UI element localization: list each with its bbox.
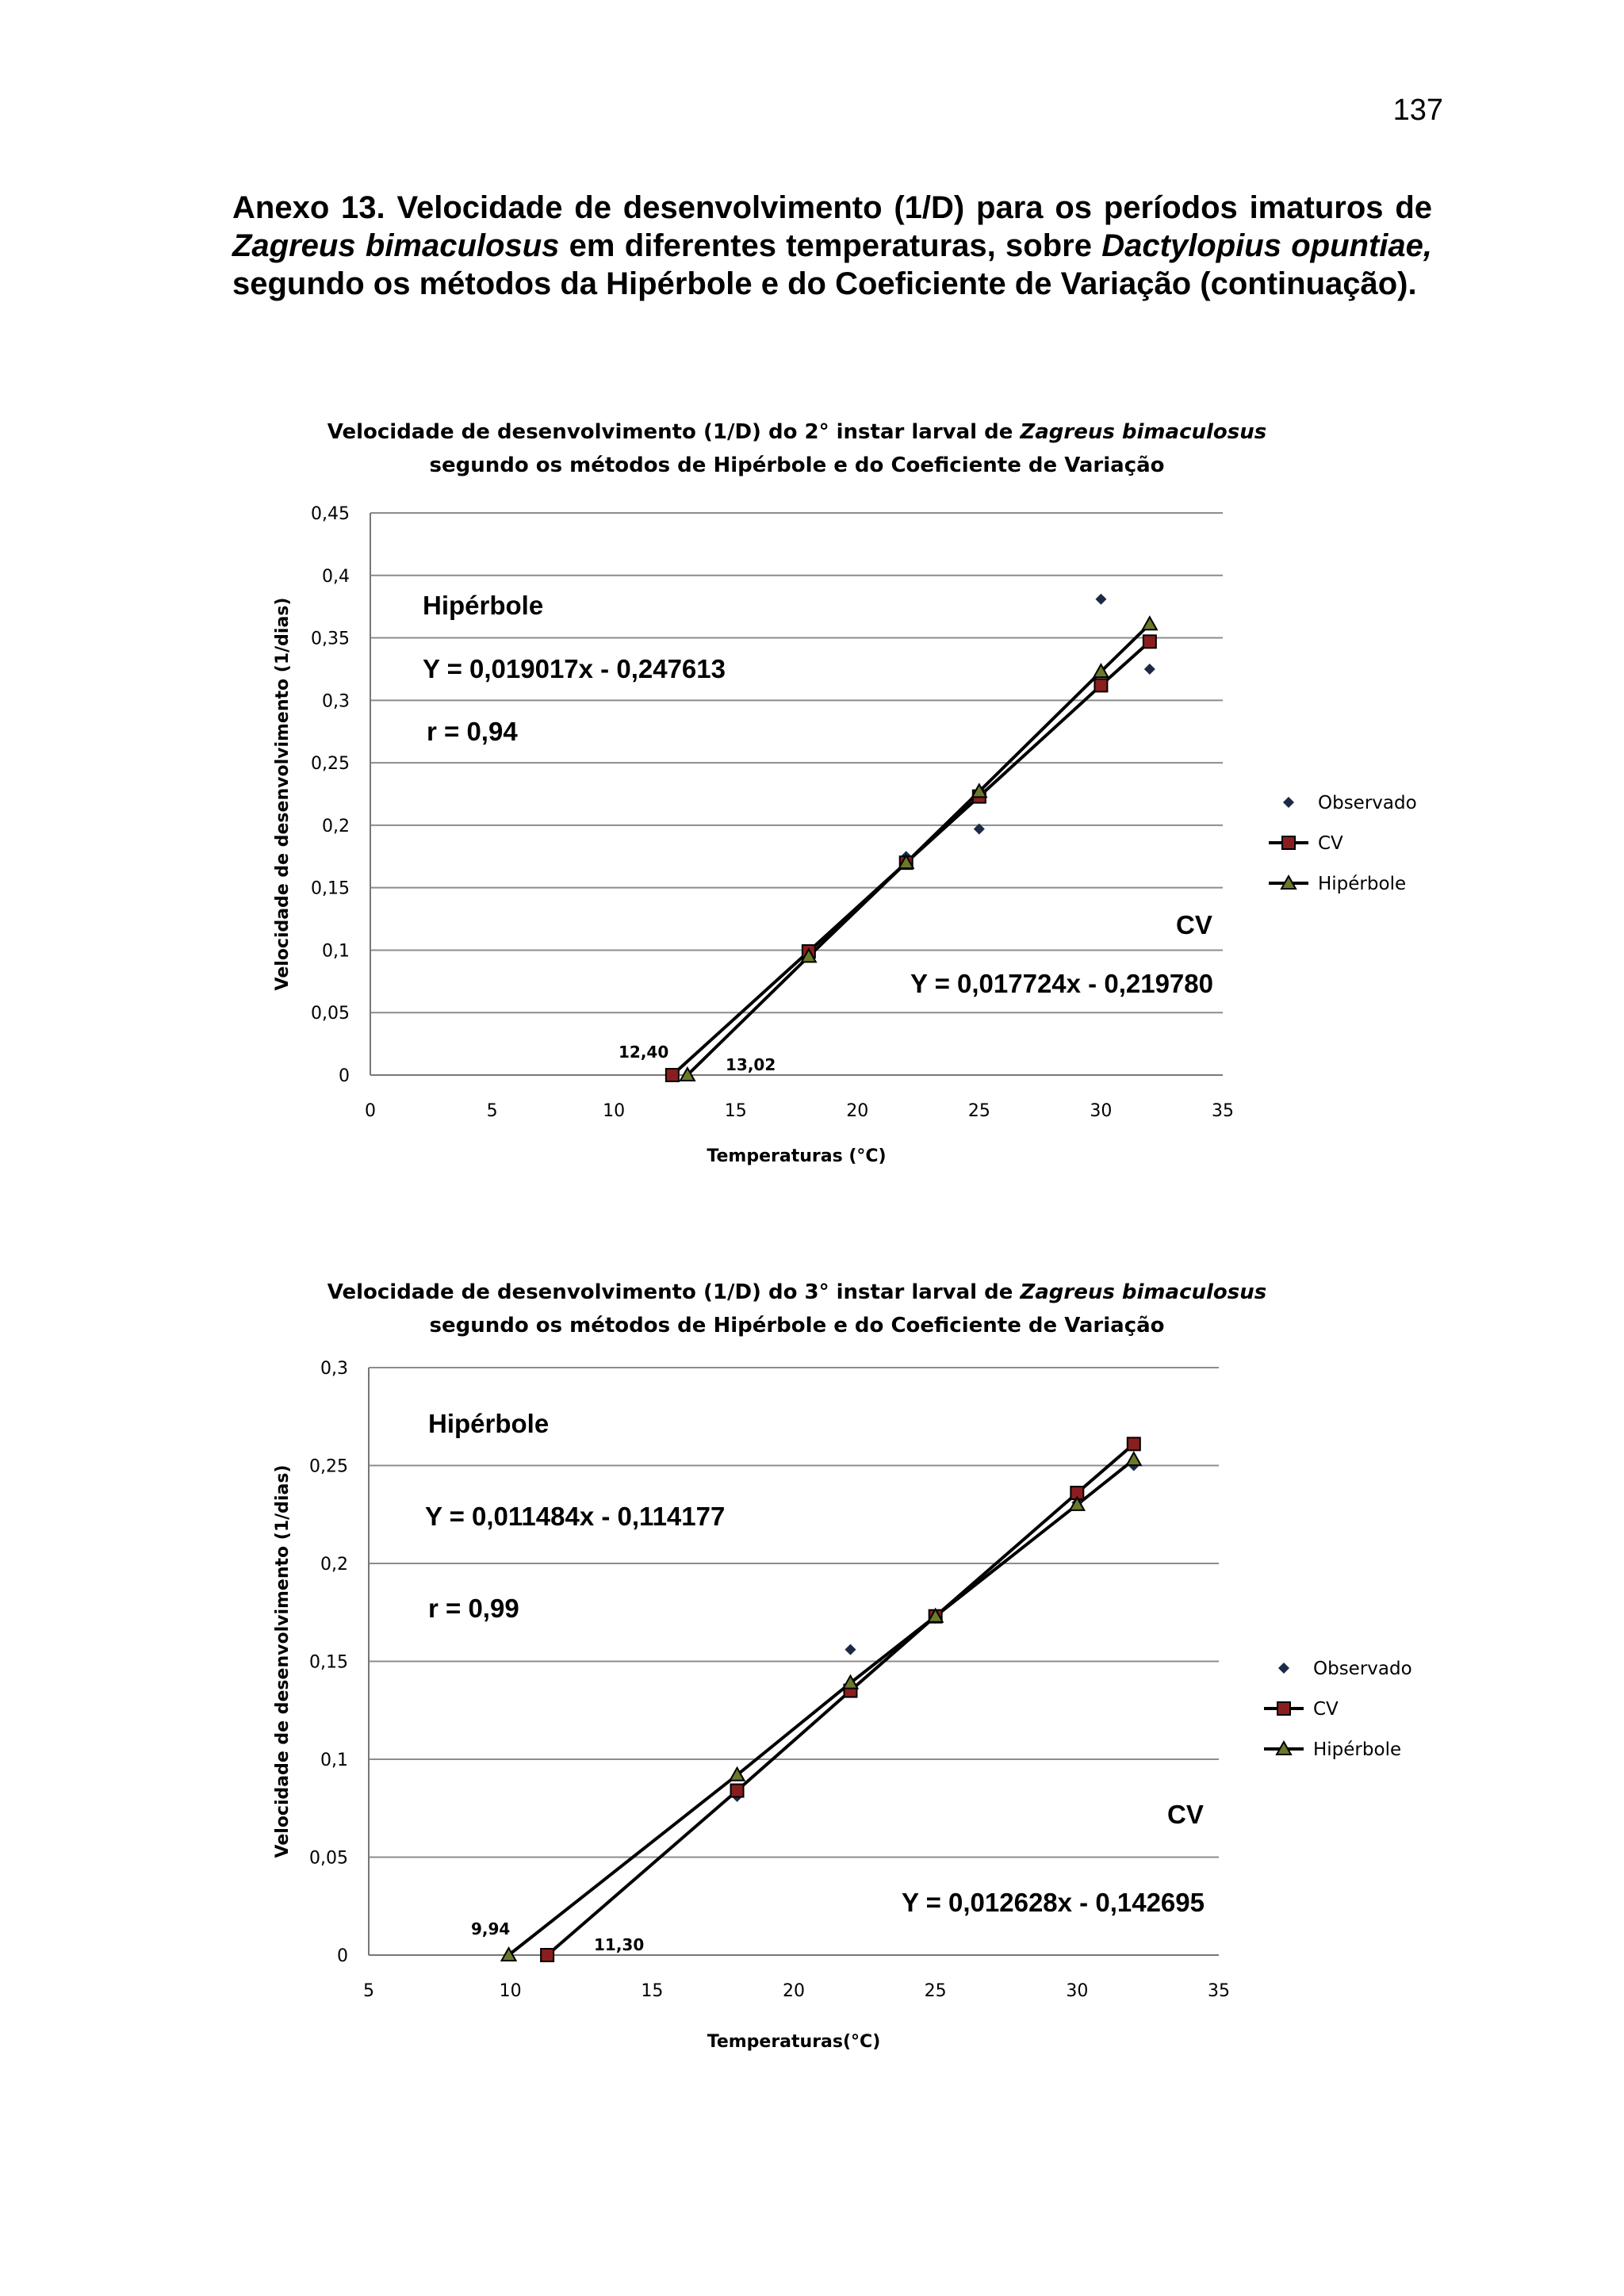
- hiperbole-label: Hipérbole: [428, 1409, 550, 1438]
- x-tick-label: 30: [1090, 1101, 1113, 1121]
- legend-label: CV: [1313, 1699, 1339, 1720]
- legend-observed-marker: [1278, 1663, 1289, 1674]
- x-tick-label: 30: [1066, 1981, 1089, 2001]
- cv-point: [1128, 1437, 1140, 1450]
- x-tick-label: 10: [603, 1101, 626, 1121]
- x-axis-label: Temperaturas(°C): [707, 2032, 881, 2052]
- y-tick-label: 0,3: [320, 1359, 348, 1379]
- y-tick-label: 0,3: [322, 691, 350, 712]
- y-tick-label: 0,2: [320, 1555, 348, 1575]
- chart-title-species: Zagreus bimaculosus: [1020, 1280, 1267, 1304]
- caption-host-name: Dactylopius opuntiae,: [1101, 228, 1433, 263]
- page-number: 137: [1392, 94, 1443, 127]
- chart-title-text: Velocidade de desenvolvimento (1/D) do 2° instar larval de: [327, 420, 1021, 444]
- legend-label: Hipérbole: [1318, 874, 1407, 894]
- x-tick-label: 0: [365, 1101, 376, 1121]
- x-tick-label: 25: [924, 1981, 947, 2001]
- cv-x-intercept-label: 12,40: [619, 1043, 669, 1062]
- y-tick-label: 0,15: [311, 878, 350, 899]
- x-tick-label: 10: [499, 1981, 522, 2001]
- observed-point: [1095, 594, 1106, 605]
- cv-point: [541, 1949, 553, 1961]
- cv-point: [1094, 679, 1107, 691]
- cv-x-intercept-label: 11,30: [594, 1935, 645, 1954]
- chart-title-line-2: segundo os métodos de Hipérbole e do Coeficiente de Variação: [429, 453, 1165, 477]
- y-tick-label: 0,4: [322, 566, 350, 587]
- observed-point: [1144, 664, 1155, 675]
- legend-cv-marker: [1277, 1702, 1290, 1715]
- hiperbole-equation: Y = 0,019017x - 0,247613: [423, 654, 726, 683]
- y-axis-label: Velocidade de desenvolvimento (1/dias): [273, 1464, 293, 1858]
- chart-title-species: Zagreus bimaculosus: [1020, 420, 1267, 444]
- legend-cv-marker: [1282, 836, 1295, 849]
- cv-point: [1143, 635, 1156, 648]
- y-tick-label: 0,15: [309, 1652, 348, 1673]
- hiperbole-x-intercept-label: 13,02: [726, 1055, 776, 1074]
- y-tick-label: 0: [337, 1946, 348, 1966]
- y-tick-label: 0: [339, 1066, 350, 1086]
- x-tick-label: 15: [641, 1981, 664, 2001]
- legend-label: Observado: [1318, 793, 1417, 813]
- caption-species-name: Zagreus bimaculosus: [232, 228, 560, 263]
- x-tick-label: 35: [1208, 1981, 1230, 2001]
- y-tick-label: 0,1: [322, 941, 350, 962]
- hiperbole-r-value: r = 0,94: [427, 717, 518, 746]
- x-axis-label: Temperaturas (°C): [707, 1146, 887, 1166]
- hiperbole-point: [1143, 617, 1157, 629]
- y-axis-label: Velocidade de desenvolvimento (1/dias): [273, 597, 293, 991]
- caption-text-2: em diferentes temperaturas, sobre: [559, 228, 1102, 263]
- y-tick-label: 0,05: [311, 1004, 350, 1024]
- series-line-hiperbole: [509, 1460, 1134, 1955]
- x-tick-label: 25: [967, 1101, 990, 1121]
- y-tick-label: 0,35: [311, 629, 350, 649]
- cv-point: [731, 1785, 744, 1797]
- cv-equation: Y = 0,012628x - 0,142695: [902, 1888, 1205, 1917]
- x-tick-label: 20: [846, 1101, 869, 1121]
- chart-title-line-2: segundo os métodos de Hipérbole e do Coeficiente de Variação: [429, 1314, 1165, 1337]
- observed-point: [845, 1644, 856, 1655]
- hiperbole-point: [1127, 1452, 1141, 1465]
- chart-3rd-instar: [0, 1253, 1624, 2093]
- y-tick-label: 0,25: [311, 754, 350, 775]
- legend-label: Hipérbole: [1313, 1739, 1402, 1760]
- hiperbole-equation: Y = 0,011484x - 0,114177: [425, 1502, 726, 1531]
- legend-observed-marker: [1283, 797, 1294, 808]
- chart-title-line-1: [327, 420, 1266, 444]
- caption-text-1: Anexo 13. Velocidade de desenvolvimento (1/D) para os períodos imaturos de: [232, 190, 1432, 225]
- x-tick-label: 35: [1212, 1101, 1234, 1121]
- chart-title-text: Velocidade de desenvolvimento (1/D) do 3° instar larval de: [327, 1280, 1021, 1304]
- series-line-hiperbole: [688, 624, 1150, 1075]
- y-tick-label: 0,2: [322, 816, 350, 836]
- chart-title-line-1: [327, 1280, 1266, 1304]
- y-tick-label: 0,05: [309, 1848, 348, 1869]
- cv-equation: Y = 0,017724x - 0,219780: [910, 969, 1213, 998]
- hiperbole-label: Hipérbole: [423, 591, 544, 620]
- x-tick-label: 5: [363, 1981, 374, 2001]
- caption-text-3: segundo os métodos da Hipérbole e do Coeficiente de Variação (continuação).: [232, 266, 1417, 301]
- hiperbole-r-value: r = 0,99: [428, 1594, 519, 1623]
- legend-label: CV: [1318, 833, 1343, 854]
- x-tick-label: 15: [724, 1101, 747, 1121]
- y-tick-label: 0,25: [309, 1456, 348, 1477]
- cv-point: [666, 1069, 679, 1081]
- x-tick-label: 20: [783, 1981, 805, 2001]
- y-tick-label: 0,45: [311, 504, 350, 524]
- x-tick-label: 5: [486, 1101, 498, 1121]
- legend-label: Observado: [1313, 1659, 1412, 1679]
- cv-label: CV: [1167, 1800, 1204, 1829]
- cv-label: CV: [1176, 910, 1212, 939]
- hiperbole-x-intercept-label: 9,94: [471, 1919, 511, 1938]
- y-tick-label: 0,1: [320, 1751, 348, 1770]
